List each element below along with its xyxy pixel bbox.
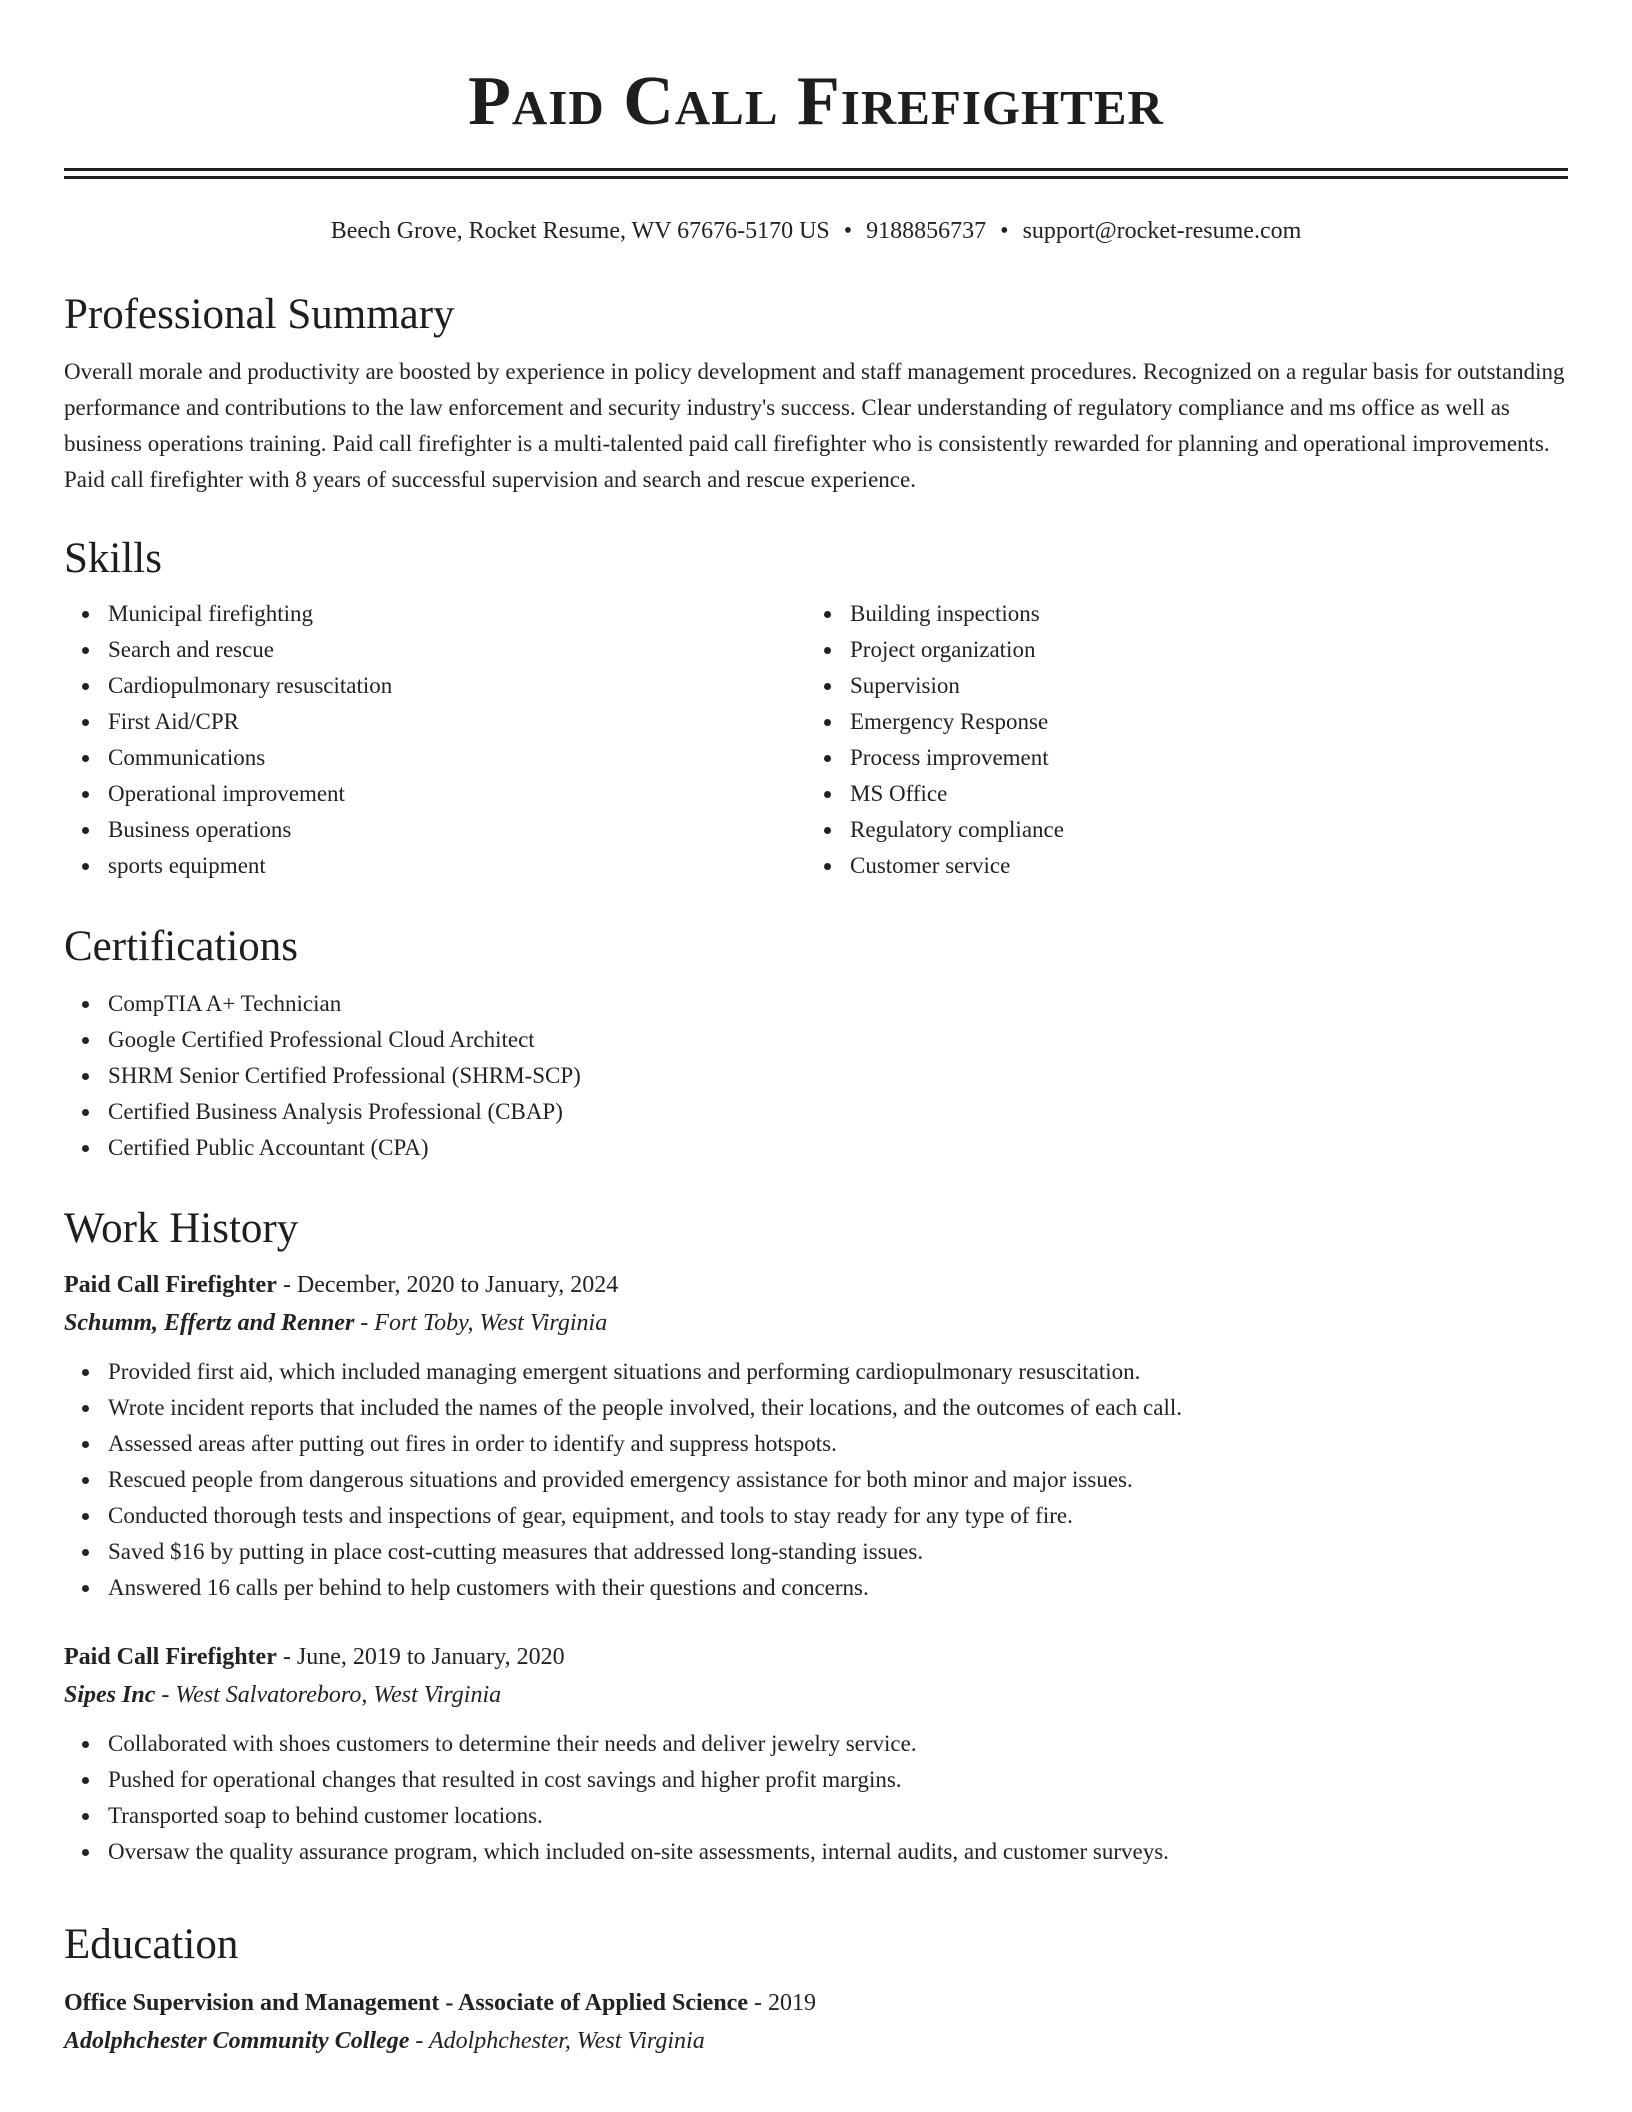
dash: - — [282, 1272, 291, 1298]
contact-line — [64, 214, 1568, 248]
certification-item: SHRM Senior Certified Professional (SHRM-SCP) — [108, 1058, 1568, 1094]
contact-separator: • — [1000, 218, 1009, 244]
certifications-section — [64, 922, 1568, 1166]
dash: - — [753, 1990, 762, 2016]
certification-item: Certified Public Accountant (CPA) — [108, 1130, 1568, 1166]
work-history-section — [64, 1204, 1568, 1870]
work-history-heading: Work History — [64, 1205, 299, 1252]
education-year: 2019 — [767, 1990, 816, 2016]
job-entry — [64, 1266, 1568, 1606]
dash: - — [161, 1682, 170, 1708]
education-section — [64, 1920, 1568, 2060]
job-title: Paid Call Firefighter — [64, 1644, 277, 1670]
contact-separator: • — [843, 218, 853, 244]
job-bullet: Answered 16 calls per behind to help customers with their questions and concerns. — [108, 1570, 1568, 1606]
skills-section — [64, 534, 1568, 884]
skill-item: Building inspections — [850, 596, 1548, 632]
skills-list-right — [806, 596, 1548, 884]
education-degree: Office Supervision and Management - Associate of Applied Science — [64, 1990, 748, 2016]
education-school-line — [64, 2022, 1568, 2060]
dash: - — [360, 1310, 369, 1336]
education-entry — [64, 1984, 1568, 2060]
certification-item: CompTIA A+ Technician — [108, 986, 1568, 1022]
skill-item: Business operations — [108, 812, 806, 848]
summary-text: Overall morale and productivity are boosted by experience in policy development and staff management procedures. Recognized on a regular basis for outstanding performance and contributions to the law enforcement and security industry's success. Clear understanding of regulatory compliance and ms office as well as business operations training. Paid call firefighter is a multi-talented paid call firefighter who is consistently rewarded for planning and operational improvements. Paid call firefighter with 8 years of successful supervision and search and rescue experience. — [64, 359, 1565, 492]
job-company: Schumm, Effertz and Renner — [64, 1310, 355, 1336]
job-title-line — [64, 1266, 1568, 1304]
skills-column-right — [806, 596, 1548, 884]
certifications-list — [64, 986, 1568, 1166]
certification-item: Google Certified Professional Cloud Architect — [108, 1022, 1568, 1058]
certifications-heading: Certifications — [64, 923, 299, 970]
resume-title: Paid Call Firefighter — [468, 63, 1164, 140]
job-bullets — [64, 1354, 1568, 1606]
contact-phone: 9188856737 — [866, 218, 987, 244]
header-divider-top — [64, 168, 1568, 171]
job-company: Sipes Inc — [64, 1682, 156, 1708]
job-bullets — [64, 1726, 1568, 1870]
job-location: Fort Toby, West Virginia — [374, 1310, 608, 1336]
skill-item: MS Office — [850, 776, 1548, 812]
job-location: West Salvatoreboro, West Virginia — [175, 1682, 502, 1708]
skill-item: Customer service — [850, 848, 1548, 884]
job-dates: June, 2019 to January, 2020 — [296, 1644, 565, 1670]
job-company-line — [64, 1676, 1568, 1714]
job-bullet: Conducted thorough tests and inspections of gear, equipment, and tools to stay ready for any type of fire. — [108, 1498, 1568, 1534]
job-company-line — [64, 1304, 1568, 1342]
skill-item: sports equipment — [108, 848, 806, 884]
job-bullet: Collaborated with shoes customers to determine their needs and deliver jewelry service. — [108, 1726, 1568, 1762]
job-bullet: Rescued people from dangerous situations and provided emergency assistance for both minor and major issues. — [108, 1462, 1568, 1498]
skill-item: Municipal firefighting — [108, 596, 806, 632]
job-bullet: Assessed areas after putting out fires in order to identify and suppress hotspots. — [108, 1426, 1568, 1462]
skill-item: Communications — [108, 740, 806, 776]
job-dates: December, 2020 to January, 2024 — [296, 1272, 619, 1298]
header-divider-bottom — [64, 176, 1568, 179]
dash: - — [282, 1644, 291, 1670]
job-bullet: Transported soap to behind customer locations. — [108, 1798, 1568, 1834]
skill-item: Emergency Response — [850, 704, 1548, 740]
resume-page — [64, 0, 1568, 2054]
skills-columns — [64, 596, 1568, 884]
skills-heading: Skills — [64, 535, 162, 582]
skill-item: Supervision — [850, 668, 1548, 704]
contact-email: support@rocket-resume.com — [1022, 218, 1302, 244]
job-bullet: Provided first aid, which included managing emergent situations and performing cardiopulmonary resuscitation. — [108, 1354, 1568, 1390]
dash: - — [415, 2028, 424, 2054]
education-location: Adolphchester, West Virginia — [428, 2028, 705, 2054]
skill-item: First Aid/CPR — [108, 704, 806, 740]
summary-heading: Professional Summary — [64, 291, 455, 338]
job-entry — [64, 1638, 1568, 1870]
certification-item: Certified Business Analysis Professional (CBAP) — [108, 1094, 1568, 1130]
skill-item: Regulatory compliance — [850, 812, 1548, 848]
skill-item: Project organization — [850, 632, 1548, 668]
skill-item: Search and rescue — [108, 632, 806, 668]
skill-item: Cardiopulmonary resuscitation — [108, 668, 806, 704]
education-degree-line — [64, 1984, 1568, 2022]
job-bullet: Wrote incident reports that included the names of the people involved, their locations, and the outcomes of each call. — [108, 1390, 1568, 1426]
job-title: Paid Call Firefighter — [64, 1272, 277, 1298]
contact-address: Beech Grove, Rocket Resume, WV 67676-5170 US — [330, 218, 830, 244]
skills-column-left — [64, 596, 806, 884]
job-bullet: Oversaw the quality assurance program, which included on-site assessments, internal audits, and customer surveys. — [108, 1834, 1568, 1870]
skill-item: Process improvement — [850, 740, 1548, 776]
skills-list-left — [64, 596, 806, 884]
skill-item: Operational improvement — [108, 776, 806, 812]
summary-section — [64, 290, 1568, 498]
education-heading: Education — [64, 1921, 239, 1968]
job-bullet: Pushed for operational changes that resulted in cost savings and higher profit margins. — [108, 1762, 1568, 1798]
job-bullet: Saved $16 by putting in place cost-cutting measures that addressed long-standing issues. — [108, 1534, 1568, 1570]
education-school: Adolphchester Community College — [64, 2028, 410, 2054]
job-title-line — [64, 1638, 1568, 1676]
